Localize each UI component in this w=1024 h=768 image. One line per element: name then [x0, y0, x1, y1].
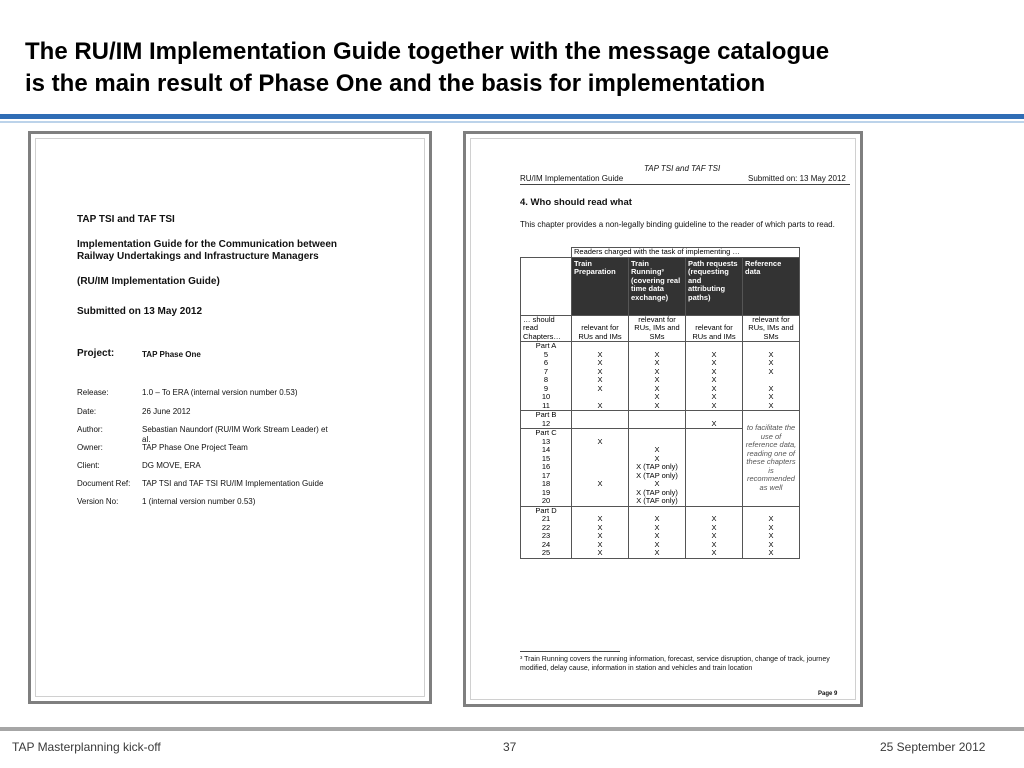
chapter-number: 18 — [541, 479, 551, 488]
chapter-number: 24 — [541, 539, 551, 549]
field-label: Date: — [77, 407, 97, 416]
field-value: 1.0 – To ERA (internal version number 0.53) — [142, 388, 298, 397]
page-header-title: TAP TSI and TAF TSI — [644, 164, 721, 173]
footnote: ³ Train Running covers the running information, forecast, service disruption, change of track, journey modified, delay cause, information in station and vehicles and train location — [520, 656, 830, 672]
part-label: Part D — [535, 505, 557, 515]
mark-cell: X — [768, 539, 774, 549]
mark-cell — [574, 420, 626, 429]
chapter-number: 16 — [541, 462, 551, 471]
field-value: 1 (internal version number 0.53) — [142, 497, 256, 506]
chapter-number: 20 — [541, 496, 551, 505]
mark-cell: X — [654, 349, 660, 359]
column-header: Reference data — [743, 257, 800, 315]
mark-cell: X — [654, 539, 660, 549]
project-value: TAP Phase One — [142, 350, 201, 359]
mark-cell: X — [654, 445, 660, 454]
chapter-number: 6 — [543, 358, 549, 367]
mark-cell: X — [711, 358, 717, 367]
field-label: Author: — [77, 425, 103, 434]
mark-cell: X — [711, 514, 717, 523]
mark-cell: X — [654, 548, 660, 557]
mark-cell: X — [768, 383, 774, 393]
mark-cell: X — [654, 375, 660, 384]
chapter-number: 23 — [541, 531, 551, 540]
field-value: Sebastian Naundorf (RU/IM Work Stream Leader) et al. — [142, 425, 328, 444]
column-header: Path requests (requesting and attributing paths) — [686, 257, 743, 315]
reference-note: to facilitate the use of reference data, reading one of these chapters is recommended as well — [743, 411, 800, 507]
mark-cell: X — [654, 522, 660, 532]
project-label: Project: — [77, 348, 115, 359]
footnote-rule — [520, 651, 620, 652]
mark-cell: X — [768, 522, 774, 532]
field-label: Version No: — [77, 497, 119, 506]
mark-cell: X — [597, 531, 603, 540]
mark-cell: X — [597, 383, 603, 393]
chapter-number: 12 — [541, 418, 551, 428]
relevance-cell: relevant for RUs, IMs and SMs — [743, 315, 800, 342]
part-label: Part B — [535, 410, 557, 419]
readers-header: Readers charged with the task of implementing … — [572, 248, 800, 258]
mark-cell: X — [597, 349, 603, 359]
mark-cell: X — [654, 358, 660, 367]
cover-subheading: Implementation Guide for the Communication between Railway Undertakings and Infrastructure Managers — [77, 239, 338, 262]
column-header: Train Running³ (covering real time data exchange) — [629, 257, 686, 315]
chapter-number: 9 — [543, 383, 549, 393]
mark-cell: X — [768, 400, 774, 410]
mark-cell: X — [597, 366, 603, 376]
chapter-number: 19 — [541, 487, 551, 497]
mark-cell: X — [768, 366, 774, 376]
mark-cell: X — [768, 548, 774, 557]
mark-cell: X (TAP only) — [636, 470, 678, 480]
mark-cell: X — [597, 436, 603, 446]
mark-cell — [631, 420, 683, 429]
mark-cell: X — [711, 548, 717, 557]
footer-page-number: 37 — [503, 740, 517, 754]
mark-cell: X — [597, 400, 603, 410]
relevance-cell: relevant for RUs and IMs — [572, 315, 629, 342]
header-rule — [520, 184, 850, 185]
mark-cell: X — [711, 418, 717, 428]
field-value: 26 June 2012 — [142, 407, 191, 416]
chapter-number: 8 — [543, 375, 549, 384]
cover-page-image — [28, 131, 432, 704]
chapter-number: 11 — [542, 400, 550, 410]
chapter-number: 21 — [541, 514, 551, 523]
mark-cell: X — [654, 400, 660, 410]
chapter-number: 7 — [543, 366, 549, 376]
field-value: TAP Phase One Project Team — [142, 443, 248, 452]
reading-guide-table — [520, 247, 800, 559]
cover-subheading-2: (RU/IM Implementation Guide) — [77, 276, 220, 287]
field-value: DG MOVE, ERA — [142, 461, 201, 470]
mark-cell: X — [711, 539, 717, 549]
column-header: Train Preparation — [572, 257, 629, 315]
part-label: Part C — [535, 428, 557, 437]
mark-cell: X — [654, 392, 660, 401]
field-label: Release: — [77, 388, 109, 397]
mark-cell: X — [768, 358, 774, 367]
chapter-number: 17 — [541, 470, 551, 480]
mark-cell: X — [711, 349, 717, 359]
mark-cell — [574, 497, 626, 506]
relevance-cell: relevant for RUs, IMs and SMs — [629, 315, 686, 342]
mark-cell: X — [711, 392, 717, 401]
mark-cell: X — [654, 531, 660, 540]
mark-cell: X — [768, 514, 774, 523]
field-label: Document Ref: — [77, 479, 131, 488]
mark-cell: X — [711, 531, 717, 540]
part-label: Part A — [535, 341, 557, 350]
mark-cell: X — [711, 522, 717, 532]
chapter-number: 10 — [541, 392, 551, 401]
page-header-left: RU/IM Implementation Guide — [520, 174, 624, 183]
mark-cell: X — [654, 366, 660, 376]
mark-cell: X — [711, 383, 717, 393]
page-header-right: Submitted on: 13 May 2012 — [748, 174, 846, 183]
should-read-label: … should read Chapters… — [521, 315, 572, 342]
mark-cell: X (TAP only) — [636, 462, 678, 471]
mark-cell: X — [711, 375, 717, 384]
mark-cell: X — [654, 514, 660, 523]
mark-cell: X — [711, 366, 717, 376]
mark-cell: X — [711, 400, 717, 410]
chapter-number: 15 — [541, 453, 551, 463]
field-label: Client: — [77, 461, 100, 470]
chapter-number: 5 — [543, 349, 549, 359]
mark-cell: X — [597, 514, 603, 523]
mark-cell: X — [597, 479, 603, 488]
mark-cell — [688, 497, 740, 506]
relevance-cell: relevant for RUs and IMs — [686, 315, 743, 342]
mark-cell: X — [768, 392, 774, 401]
mark-cell: X — [768, 349, 774, 359]
mark-cell: X — [597, 539, 603, 549]
mark-cell: X — [597, 375, 603, 384]
slide-title: The RU/IM Implementation Guide together with the message catalogue is the main result of Phase One and the basis for implementation — [25, 38, 830, 97]
field-label: Owner: — [77, 443, 103, 452]
cover-heading: TAP TSI and TAF TSI — [77, 214, 175, 225]
guide-page-image — [463, 131, 863, 707]
mark-cell: X — [768, 531, 774, 540]
mark-cell: X — [597, 548, 603, 557]
mark-cell: X — [597, 358, 603, 367]
chapter-number: 25 — [541, 548, 551, 557]
mark-cell: X (TAP only) — [636, 487, 678, 497]
page-number: Page 9 — [818, 691, 838, 697]
section-intro: This chapter provides a non-legally binding guideline to the reader of which parts to read. — [520, 220, 835, 229]
chapter-number: 14 — [541, 445, 551, 454]
section-heading: 4. Who should read what — [520, 197, 632, 208]
cover-submitted: Submitted on 13 May 2012 — [77, 306, 203, 317]
mark-cell: X — [597, 522, 603, 532]
footer-left: TAP Masterplanning kick-off — [12, 740, 161, 754]
title-divider-light — [0, 121, 1024, 123]
mark-cell: X — [654, 383, 660, 393]
footer-divider — [0, 727, 1024, 731]
title-divider — [0, 114, 1024, 119]
chapter-number: 22 — [541, 522, 551, 532]
mark-cell: X — [654, 453, 660, 463]
mark-cell: X (TAF only) — [636, 496, 678, 505]
chapter-number: 13 — [541, 436, 551, 446]
field-value: TAP TSI and TAF TSI RU/IM Implementation Guide — [142, 479, 324, 488]
footer-date: 25 September 2012 — [880, 740, 986, 754]
mark-cell: X — [654, 479, 660, 488]
